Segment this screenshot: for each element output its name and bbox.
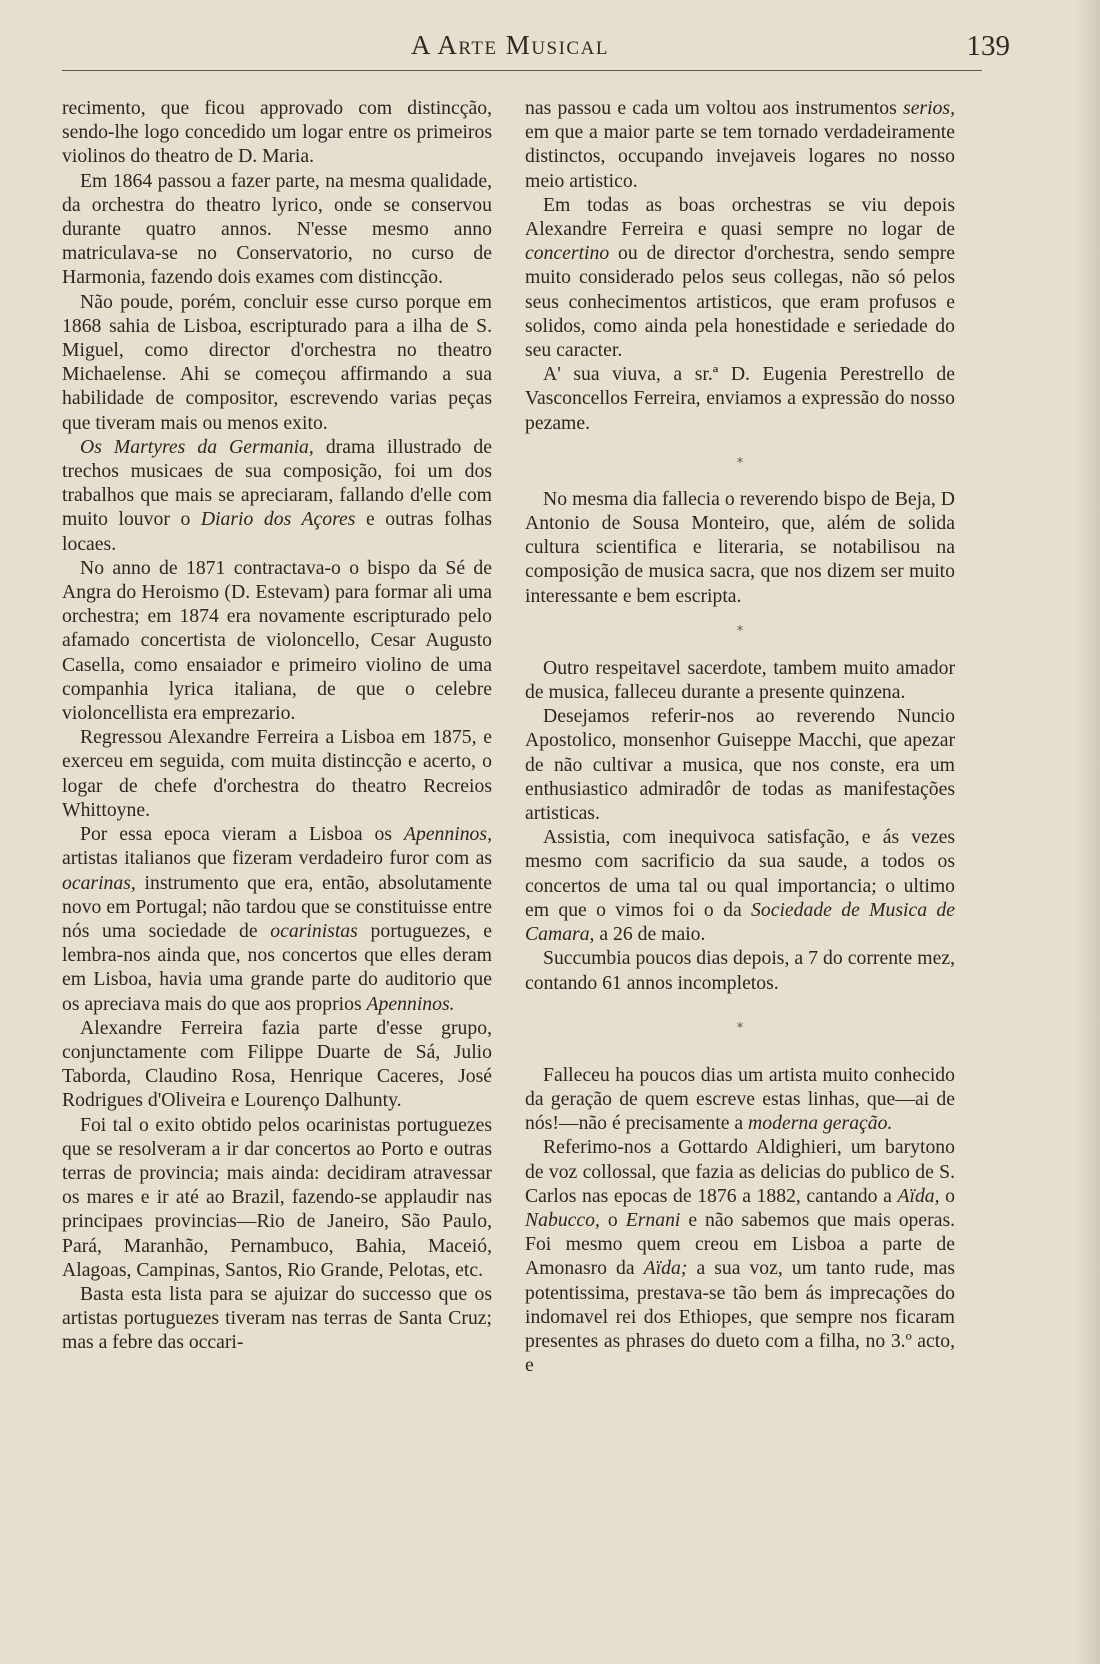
text-run: portuguezes, e lembra-nos ainda que, nos concertos que elles deram em Lisboa, havia uma grande parte do auditorio que os apreciava mais do que aos proprios xyxy=(62,919,493,1015)
paragraph: Outro respeitavel sacerdote, tambem muito amador de musica, falleceu durante a presente quinzena. xyxy=(525,656,955,704)
left-column xyxy=(62,96,492,1355)
paragraph: Succumbia poucos dias depois, a 7 do corrente mez, contando 61 annos incompletos. xyxy=(525,947,955,994)
society-name: Sociedade de Musica de Camara, xyxy=(525,898,956,946)
section-separator-asterisk: * xyxy=(736,1021,744,1037)
opera-title: Ernani xyxy=(625,1208,681,1231)
paragraph: Desejamos referir-nos ao reverendo Nuncio Apostolico, monsenhor Guiseppe Macchi, que apezar de não cultivar a musica, que nos conste, era um enthusiastico admiradôr de todas as manifestações artisticas. xyxy=(525,705,955,825)
text-run: a 26 de maio. xyxy=(599,923,706,946)
section-separator-asterisk: * xyxy=(736,624,744,640)
text-run: e não sabemos que mais operas. Foi mesmo quem creou em Lisboa a parte de Amonasro da xyxy=(525,1208,956,1280)
paragraph xyxy=(525,1135,955,1377)
journal-title: A Arte Musical xyxy=(411,30,609,60)
page-number: 139 xyxy=(966,30,1010,62)
opera-title: Aïda, xyxy=(897,1184,940,1207)
newspaper-title: Diario dos Açores xyxy=(200,508,356,531)
text-run: drama illustrado de trechos musicaes de sua composição, foi um dos trabalhos que mais se apreciaram, fallando d'elle com muito louvor o xyxy=(62,435,492,531)
running-head xyxy=(0,22,1100,68)
section-separator-asterisk: * xyxy=(736,456,744,472)
text-run: instrumento que era, então, absolutamente novo em Portugal; não tardou que se constituisse entre nós uma sociedade de xyxy=(62,871,493,942)
right-column xyxy=(525,96,955,1377)
paragraph xyxy=(525,193,955,362)
header-rule xyxy=(62,70,982,71)
text-run: em que a maior parte se tem tornado verdadeiramente distinctos, occupando invejaveis logares no nosso meio artistico. xyxy=(525,121,955,192)
emphasis: Apenninos. xyxy=(366,992,455,1015)
paragraph: No mesma dia fallecia o reverendo bispo de Beja, D Antonio de Sousa Monteiro, que, além de solida cultura scientifica e literaria, se notabilisou na composição de musica sacra, que nos dizem ser muito interessante e bem escripta. xyxy=(525,487,955,607)
paragraph: No anno de 1871 contractava-o o bispo da Sé de Angra do Heroismo (D. Estevam) para formar ali uma orchestra; em 1874 era novamente escripturado pelo afamado concertista de violoncello, Cesar Augusto Casella, como ensaiador e primeiro violino de uma companhia lyrica italiana, de que o celebre violoncellista era emprezario. xyxy=(62,556,492,725)
paragraph: A' sua viuva, a sr.ª D. Eugenia Perestrello de Vasconcellos Ferreira, enviamos a expressão do nosso pezame. xyxy=(525,363,955,434)
text-run: nas passou e cada um voltou aos instrumentos xyxy=(525,97,897,119)
paragraph xyxy=(62,822,492,1016)
opera-title: Nabucco, xyxy=(525,1208,600,1231)
emphasis: Apenninos, xyxy=(403,823,492,846)
text-run: o xyxy=(945,1184,956,1207)
text-run: ou de director d'orchestra, sendo sempre muito considerado pelos seus collegas, não só pelos seus conhecimentos artisticos, que eram profusos e solidos, como ainda pela honestidade e seriedade do seu caracter. xyxy=(525,242,955,362)
paragraph: Regressou Alexandre Ferreira a Lisboa em 1875, e exerceu em seguida, com muita distincção e acerto, o logar de chefe d'orchestra do theatro Recreios Whittoyne. xyxy=(62,726,492,821)
text-run: e outras folhas locaes. xyxy=(62,508,493,555)
text-run: Falleceu ha poucos dias um artista muito conhecido da geração de quem escreve estas linhas, que—ai de nós!—não é precisamente a xyxy=(525,1063,955,1135)
paragraph: Não poude, porém, concluir esse curso porque em 1868 sahia de Lisboa, escripturado para a ilha de S. Miguel, como director d'orchestra no theatro Michaelense. Ahi se começou affirmando a sua habilidade de compositor, escrevendo varias peças que tiveram mais ou menos exito. xyxy=(62,290,492,434)
text-run: o xyxy=(607,1208,618,1231)
paragraph: recimento, que ficou approvado com distincção, sendo-lhe logo concedido um logar entre os primeiros violinos do theatro de D. Maria. xyxy=(62,97,492,168)
text-run: Assistia, com inequivoca satisfação, e ás vezes mesmo com sacrificio da sua saude, a todos os concertos de uma tal ou qual importancia; o ultimo em que o vimos foi o da xyxy=(525,826,955,921)
paragraph xyxy=(525,96,955,193)
text-run: Por essa epoca vieram a Lisboa os xyxy=(80,823,393,846)
drama-title: Os Martyres da Germania, xyxy=(80,435,314,458)
paragraph: Alexandre Ferreira fazia parte d'esse grupo, conjunctamente com Filippe Duarte de Sá, Julio Taborda, Claudino Rosa, Henrique Caceres, José Rodrigues d'Oliveira e Lourenço Dalhunty. xyxy=(62,1016,492,1112)
paragraph: Foi tal o exito obtido pelos ocarinistas portuguezes que se resolveram a ir dar concertos ao Porto e outras terras de provincia; mais ainda: decidiram atravessar os mares e ir até ao Brazil, fazendo-se applaudir nas principaes provincias—Rio de Janeiro, São Paulo, Pará, Maranhão, Pernambuco, Bahia, Maceió, Alagoas, Campinas, Santos, Rio Grande, Pelotas, etc. xyxy=(62,1113,492,1281)
emphasis: moderna geração. xyxy=(748,1112,893,1135)
text-run: a sua voz, um tanto rude, mas potentissima, prestava-se tão bem ás imprecações do indomavel rei dos Ethiopes, que sempre nos ficaram presentes as phrases do dueto com a filha, no 3.º acto, e xyxy=(525,1257,956,1377)
paragraph xyxy=(525,1063,955,1136)
opera-title: Aïda; xyxy=(643,1257,688,1280)
text-run: artistas italianos que fizeram verdadeiro furor com as xyxy=(62,847,492,870)
text-run: Referimo-nos a Gottardo Aldighieri, um barytono de voz collossal, que fazia as delicias do publico de S. Carlos nas epocas de 1876 a 1882, cantando a xyxy=(525,1136,955,1207)
paragraph xyxy=(525,825,955,946)
emphasis: concertino xyxy=(525,242,610,265)
emphasis: serios, xyxy=(903,97,955,119)
page-edge-shadow xyxy=(1074,0,1100,1664)
emphasis: ocarinistas xyxy=(270,919,358,942)
paragraph: Basta esta lista para se ajuizar do successo que os artistas portuguezes tiveram nas terras de Santa Cruz; mas a febre das occari- xyxy=(62,1282,492,1354)
paragraph: Em 1864 passou a fazer parte, na mesma qualidade, da orchestra do theatro lyrico, onde se conservou durante quatro annos. N'esse mesmo anno matriculava-se no Conservatorio, no curso de Harmonia, fazendo dois exames com distincção. xyxy=(62,169,492,289)
paragraph xyxy=(62,435,492,556)
emphasis: ocarinas, xyxy=(62,871,136,894)
text-run: Em todas as boas orchestras se viu depois Alexandre Ferreira e quasi sempre no logar de xyxy=(525,193,955,241)
